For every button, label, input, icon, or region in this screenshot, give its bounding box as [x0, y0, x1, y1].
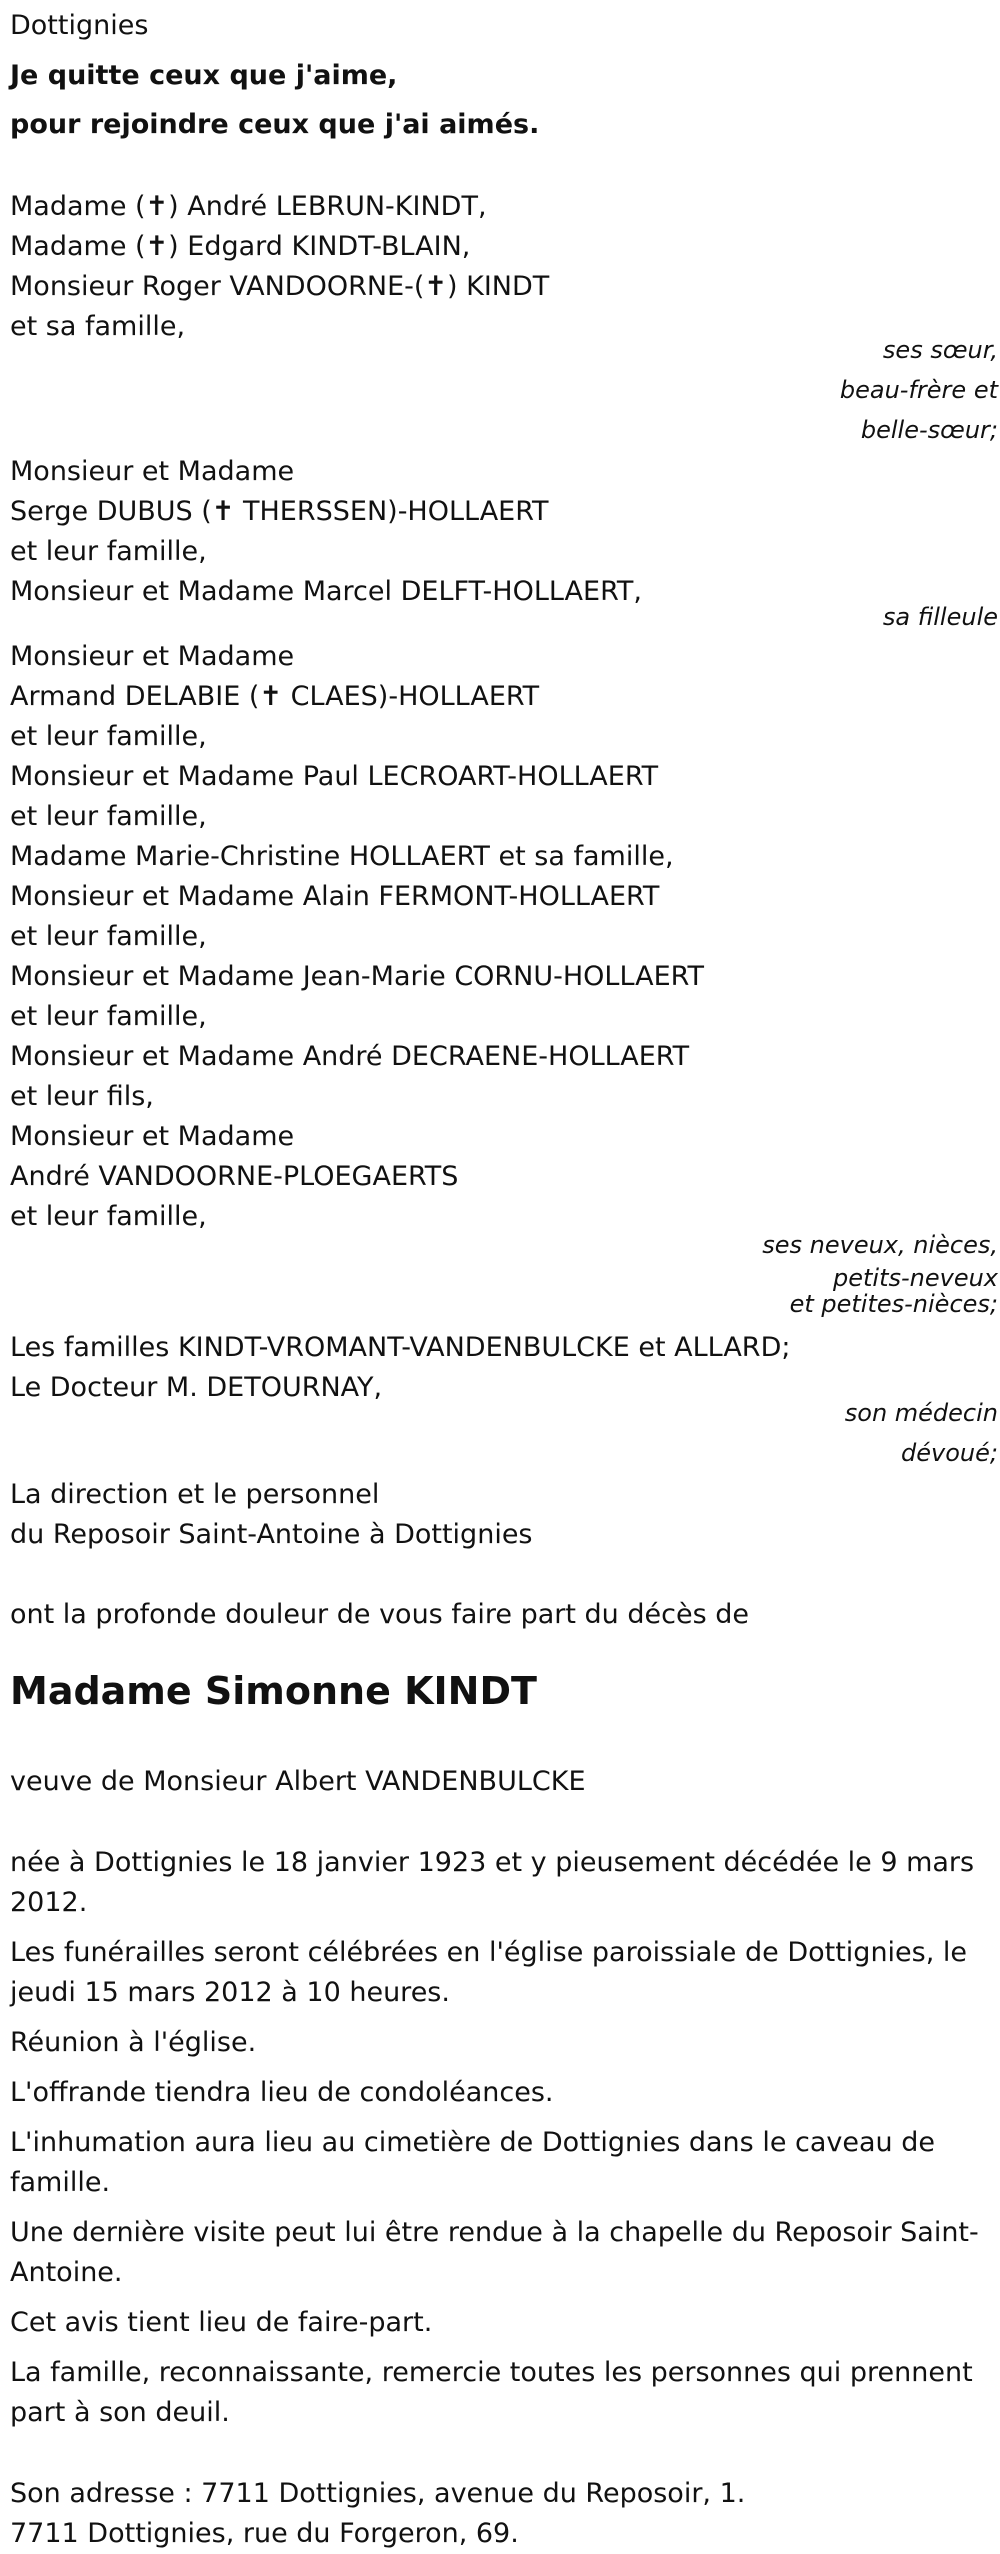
relation-line: sa filleule: [882, 603, 998, 631]
family-line: Monsieur et Madame Alain FERMONT-HOLLAERT: [10, 881, 660, 912]
family-line: Madame (✝) André LEBRUN-KINDT,: [10, 191, 487, 222]
quote-line-2: pour rejoindre ceux que j'ai aimés.: [10, 109, 540, 140]
location-label: Dottignies: [10, 10, 149, 41]
relation-line: beau-frère et: [839, 376, 998, 404]
relation-line: petits-neveux: [832, 1264, 998, 1292]
godchild-relation: [598, 597, 998, 637]
relation-line: ses neveux, nièces,: [762, 1231, 998, 1259]
family-line: Madame (✝) Edgard KINDT-BLAIN,: [10, 231, 471, 262]
direction-line: La direction et le personnel: [10, 1479, 380, 1510]
relation-line: belle-sœur;: [860, 416, 998, 444]
doctor-relation: [598, 1393, 998, 1473]
family-line: et leur fils,: [10, 1081, 154, 1112]
detail-paragraph: Réunion à l'église.: [10, 2027, 257, 2058]
announcement: ont la profonde douleur de vous faire part du décès de: [10, 1599, 749, 1630]
relation-line: son médecin: [844, 1399, 998, 1427]
nephews-relation: [598, 1225, 998, 1317]
family-line: Monsieur et Madame Jean-Marie CORNU-HOLLAERT: [10, 961, 704, 992]
godchild-block: [10, 452, 642, 612]
family-line: André VANDOORNE-PLOEGAERTS: [10, 1161, 459, 1192]
family-line: Monsieur et Madame: [10, 1121, 295, 1152]
family-line: Serge DUBUS (✝ THERSSEN)-HOLLAERT: [10, 496, 549, 527]
family-line: et leur famille,: [10, 801, 207, 832]
details-block: [10, 1843, 995, 2443]
detail-paragraph: L'offrande tiendra lieu de condoléances.: [10, 2077, 554, 2108]
widow-of: veuve de Monsieur Albert VANDENBULCKE: [10, 1766, 586, 1797]
sisters-relation: [598, 330, 998, 450]
family-line: et leur famille,: [10, 1201, 207, 1232]
family-line: Le Docteur M. DETOURNAY,: [10, 1372, 383, 1403]
family-line: Monsieur et Madame Marcel DELFT-HOLLAERT,: [10, 576, 642, 607]
family-line: Madame Marie-Christine HOLLAERT et sa famille,: [10, 841, 674, 872]
nephews-block: [10, 637, 704, 1237]
detail-paragraph: Cet avis tient lieu de faire-part.: [10, 2307, 433, 2338]
family-line: Monsieur Roger VANDOORNE-(✝) KINDT: [10, 271, 550, 302]
family-line: Monsieur et Madame: [10, 456, 295, 487]
family-line: Les familles KINDT-VROMANT-VANDENBULCKE et ALLARD;: [10, 1332, 791, 1363]
address-line: 7711 Dottignies, rue du Forgeron, 69.: [10, 2518, 519, 2549]
relation-line: ses sœur,: [882, 336, 998, 364]
family-line: et leur famille,: [10, 921, 207, 952]
family-line: et sa famille,: [10, 311, 186, 342]
quote-line-1: Je quitte ceux que j'aime,: [10, 60, 398, 91]
family-line: et leur famille,: [10, 536, 207, 567]
direction-line: du Reposoir Saint-Antoine à Dottignies: [10, 1519, 533, 1550]
detail-paragraph: L'inhumation aura lieu au cimetière de Dottignies dans le caveau de famille.: [10, 2127, 935, 2198]
detail-paragraph: née à Dottignies le 18 janvier 1923 et y pieusement décédée le 9 mars 2012.: [10, 1847, 975, 1918]
sisters-block: [10, 187, 549, 347]
family-line: et leur famille,: [10, 1001, 207, 1032]
detail-paragraph: Une dernière visite peut lui être rendue à la chapelle du Reposoir Saint-Antoine.: [10, 2217, 979, 2288]
family-line: Monsieur et Madame: [10, 641, 295, 672]
address-line: Son adresse : 7711 Dottignies, avenue du Reposoir, 1.: [10, 2478, 746, 2509]
family-line: et leur famille,: [10, 721, 207, 752]
family-line: Monsieur et Madame André DECRAENE-HOLLAERT: [10, 1041, 690, 1072]
family-line: Armand DELABIE (✝ CLAES)-HOLLAERT: [10, 681, 540, 712]
relation-line: et petites-nièces;: [789, 1290, 998, 1318]
relation-line: dévoué;: [901, 1439, 998, 1467]
family-line: Monsieur et Madame Paul LECROART-HOLLAERT: [10, 761, 659, 792]
detail-paragraph: La famille, reconnaissante, remercie toutes les personnes qui prennent part à son deuil.: [10, 2357, 973, 2428]
detail-paragraph: Les funérailles seront célébrées en l'église paroissiale de Dottignies, le jeudi 15 mars 2012 à 10 heures.: [10, 1937, 968, 2008]
address-block: [10, 2474, 745, 2554]
deceased-name: Madame Simonne KINDT: [10, 1669, 537, 1713]
direction-block: [10, 1475, 533, 1555]
